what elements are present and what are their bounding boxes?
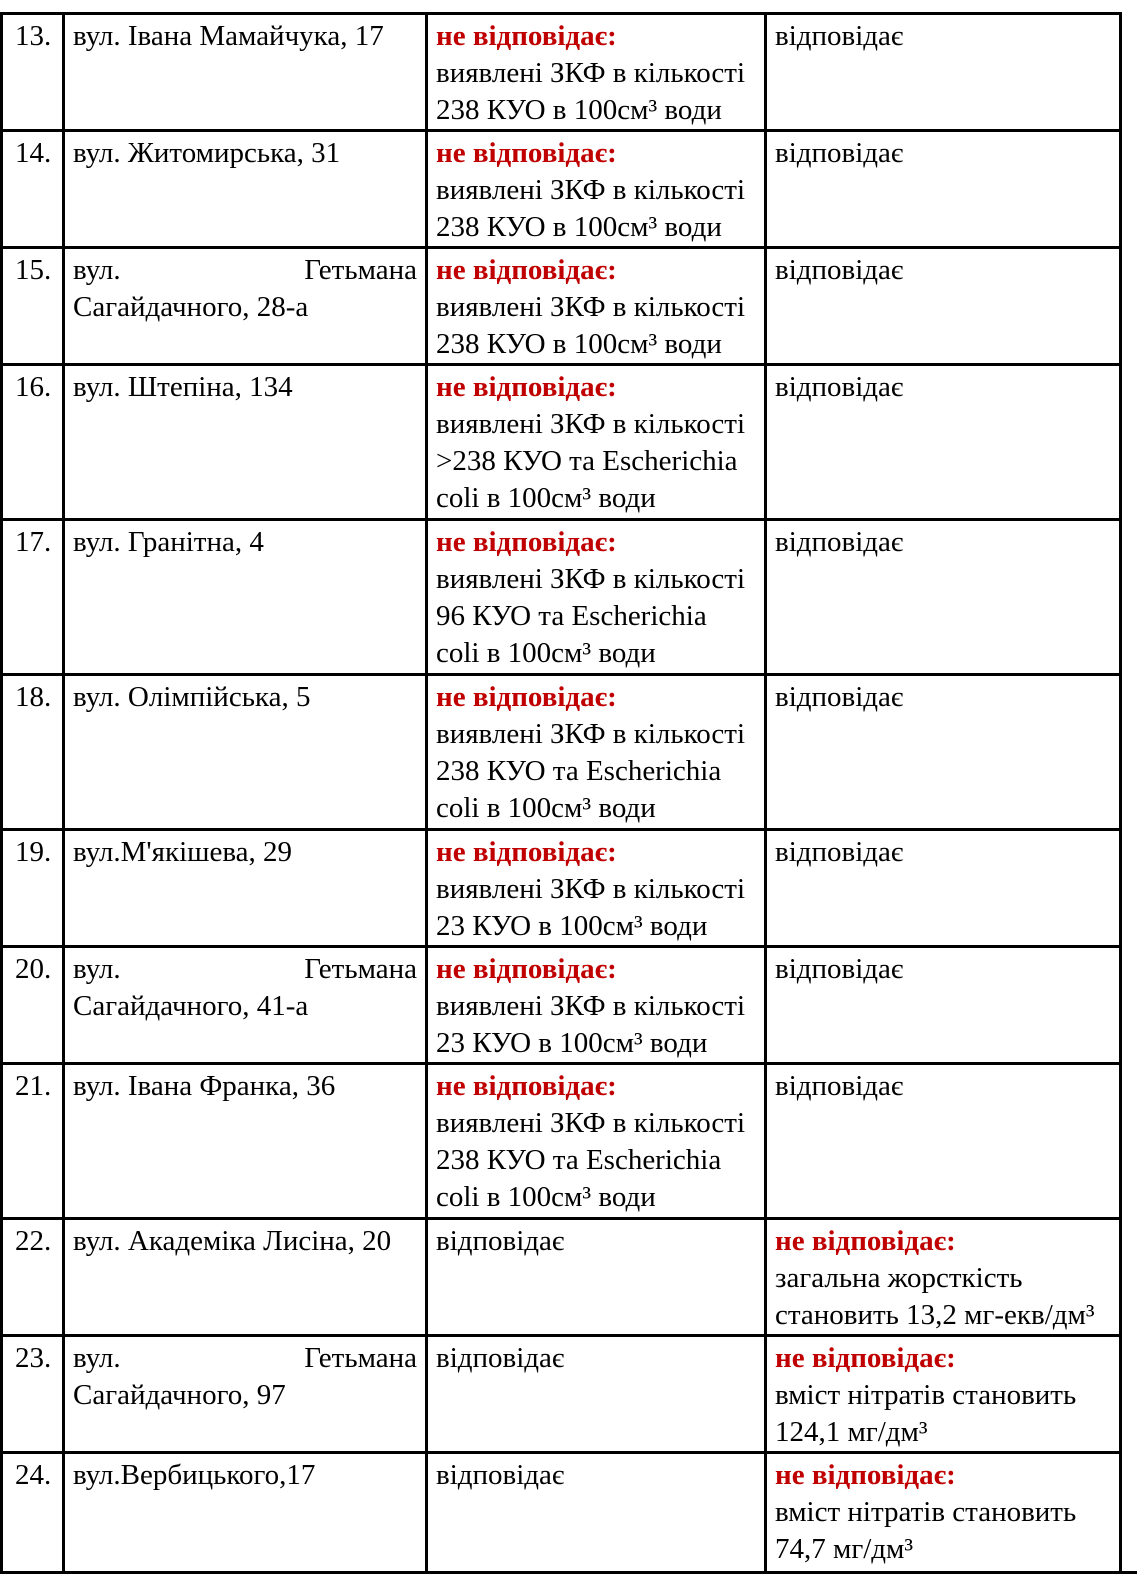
fail-status-label: не відповідає:	[436, 254, 617, 286]
result-detail-line: coli в 100см³ води	[436, 1181, 656, 1213]
fail-status-label: не відповідає:	[436, 1070, 617, 1102]
row-number-cell	[3, 1220, 65, 1337]
ok-status-label: відповідає	[775, 1070, 904, 1102]
result-detail-line: coli в 100см³ води	[436, 637, 656, 669]
result-cell-1	[428, 132, 767, 249]
result-cell-1	[428, 1454, 767, 1571]
row-number: 19.	[15, 836, 52, 868]
address-cell	[65, 132, 428, 249]
result-cell-2	[767, 1337, 1119, 1454]
result-detail-line: 96 КУО та Escherichia	[436, 600, 707, 632]
result-detail-line: 124,1 мг/дм³	[775, 1416, 928, 1448]
address-line-left: вул.	[73, 1342, 121, 1374]
result-cell-1	[428, 1065, 767, 1220]
address-cell	[65, 1454, 428, 1571]
result-cell-1	[428, 831, 767, 948]
result-detail-line: загальна жорсткість	[775, 1262, 1023, 1294]
result-detail-line: 238 КУО в 100см³ води	[436, 94, 722, 126]
result-detail-line: 238 КУО та Escherichia	[436, 755, 722, 787]
address-line: вул. Івана Мамайчука, 17	[73, 20, 384, 52]
address-cell	[65, 676, 428, 831]
result-detail-line: 74,7 мг/дм³	[775, 1533, 914, 1565]
row-number-cell	[3, 249, 65, 366]
ok-status-label: відповідає	[775, 20, 904, 52]
result-cell-1	[428, 1220, 767, 1337]
fail-status-label: не відповідає:	[436, 836, 617, 868]
address-line: Сагайдачного, 97	[73, 1379, 286, 1411]
address-line: вул.М'якішева, 29	[73, 836, 293, 868]
result-cell-1	[428, 948, 767, 1065]
address-line-right: Гетьмана	[304, 953, 417, 985]
result-cell-1	[428, 249, 767, 366]
row-number-cell	[3, 1337, 65, 1454]
ok-status-label: відповідає	[436, 1459, 565, 1491]
row-number-cell	[3, 366, 65, 521]
address-cell	[65, 15, 428, 132]
row-number: 17.	[15, 526, 52, 558]
address-cell	[65, 1220, 428, 1337]
fail-status-label: не відповідає:	[436, 371, 617, 403]
result-cell-1	[428, 676, 767, 831]
result-detail-line: coli в 100см³ води	[436, 792, 656, 824]
address-cell	[65, 1065, 428, 1220]
row-number: 16.	[15, 371, 52, 403]
ok-status-label: відповідає	[775, 681, 904, 713]
result-cell-1	[428, 366, 767, 521]
result-cell-2	[767, 366, 1119, 521]
result-detail-line: виявлені ЗКФ в кількості	[436, 291, 746, 323]
result-detail-line: виявлені ЗКФ в кількості	[436, 718, 746, 750]
result-detail-line: становить 13,2 мг-екв/дм³	[775, 1299, 1095, 1331]
address-line: вул. Житомирська, 31	[73, 137, 341, 169]
table-bottom-border-extension	[1119, 1571, 1137, 1574]
result-cell-2	[767, 676, 1119, 831]
address-line	[73, 951, 417, 988]
address-cell	[65, 948, 428, 1065]
ok-status-label: відповідає	[775, 254, 904, 286]
row-number-cell	[3, 1065, 65, 1220]
fail-status-label: не відповідає:	[436, 953, 617, 985]
row-number: 15.	[15, 254, 52, 286]
ok-status-label: відповідає	[775, 371, 904, 403]
address-cell	[65, 366, 428, 521]
fail-status-label: не відповідає:	[436, 681, 617, 713]
address-line: Сагайдачного, 28-а	[73, 291, 309, 323]
result-detail-line: вміст нітратів становить	[775, 1379, 1077, 1411]
result-cell-2	[767, 132, 1119, 249]
water-quality-table	[0, 12, 1122, 1574]
row-number-cell	[3, 676, 65, 831]
address-line-right: Гетьмана	[304, 254, 417, 286]
row-number-cell	[3, 948, 65, 1065]
row-number: 14.	[15, 137, 52, 169]
address-line: вул. Олімпійська, 5	[73, 681, 311, 713]
result-detail-line: виявлені ЗКФ в кількості	[436, 990, 746, 1022]
row-number: 21.	[15, 1070, 52, 1102]
fail-status-label: не відповідає:	[436, 137, 617, 169]
result-detail-line: виявлені ЗКФ в кількості	[436, 563, 746, 595]
row-number: 24.	[15, 1459, 52, 1491]
result-cell-2	[767, 948, 1119, 1065]
address-line-right: Гетьмана	[304, 1342, 417, 1374]
row-number-cell	[3, 831, 65, 948]
fail-status-label: не відповідає:	[436, 526, 617, 558]
result-detail-line: coli в 100см³ води	[436, 482, 656, 514]
address-line: вул. Академіка Лисіна, 20	[73, 1225, 392, 1257]
result-detail-line: виявлені ЗКФ в кількості	[436, 408, 746, 440]
fail-status-label: не відповідає:	[775, 1342, 956, 1374]
row-number: 20.	[15, 953, 52, 985]
address-line: вул. Івана Франка, 36	[73, 1070, 336, 1102]
result-detail-line: виявлені ЗКФ в кількості	[436, 873, 746, 905]
result-cell-2	[767, 15, 1119, 132]
row-number-cell	[3, 521, 65, 676]
address-line-left: вул.	[73, 254, 121, 286]
address-cell	[65, 249, 428, 366]
result-detail-line: 238 КУО в 100см³ води	[436, 211, 722, 243]
row-number: 22.	[15, 1225, 52, 1257]
address-line: вул.Вербицького,17	[73, 1459, 316, 1491]
ok-status-label: відповідає	[775, 953, 904, 985]
result-detail-line: 238 КУО та Escherichia	[436, 1144, 722, 1176]
result-cell-1	[428, 1337, 767, 1454]
result-cell-1	[428, 15, 767, 132]
address-line: Сагайдачного, 41-а	[73, 990, 309, 1022]
address-line: вул. Гранітна, 4	[73, 526, 264, 558]
ok-status-label: відповідає	[775, 137, 904, 169]
address-line	[73, 1340, 417, 1377]
fail-status-label: не відповідає:	[436, 20, 617, 52]
result-detail-line: 23 КУО в 100см³ води	[436, 910, 708, 942]
row-number: 13.	[15, 20, 52, 52]
row-number-cell	[3, 132, 65, 249]
result-cell-2	[767, 1454, 1119, 1571]
result-detail-line: 238 КУО в 100см³ води	[436, 328, 722, 360]
row-number: 18.	[15, 681, 52, 713]
address-line	[73, 252, 417, 289]
row-number-cell	[3, 15, 65, 132]
address-cell	[65, 831, 428, 948]
result-cell-2	[767, 249, 1119, 366]
result-detail-line: >238 КУО та Escherichia	[436, 445, 738, 477]
ok-status-label: відповідає	[436, 1342, 565, 1374]
result-detail-line: виявлені ЗКФ в кількості	[436, 1107, 746, 1139]
result-cell-2	[767, 1220, 1119, 1337]
result-cell-2	[767, 521, 1119, 676]
row-number: 23.	[15, 1342, 52, 1374]
row-number-cell	[3, 1454, 65, 1571]
result-cell-1	[428, 521, 767, 676]
address-line-left: вул.	[73, 953, 121, 985]
result-cell-2	[767, 1065, 1119, 1220]
fail-status-label: не відповідає:	[775, 1225, 956, 1257]
ok-status-label: відповідає	[436, 1225, 565, 1257]
ok-status-label: відповідає	[775, 526, 904, 558]
result-detail-line: виявлені ЗКФ в кількості	[436, 174, 746, 206]
result-detail-line: виявлені ЗКФ в кількості	[436, 57, 746, 89]
ok-status-label: відповідає	[775, 836, 904, 868]
address-line: вул. Штепіна, 134	[73, 371, 293, 403]
fail-status-label: не відповідає:	[775, 1459, 956, 1491]
result-detail-line: вміст нітратів становить	[775, 1496, 1077, 1528]
result-detail-line: 23 КУО в 100см³ води	[436, 1027, 708, 1059]
address-cell	[65, 521, 428, 676]
address-cell	[65, 1337, 428, 1454]
result-cell-2	[767, 831, 1119, 948]
